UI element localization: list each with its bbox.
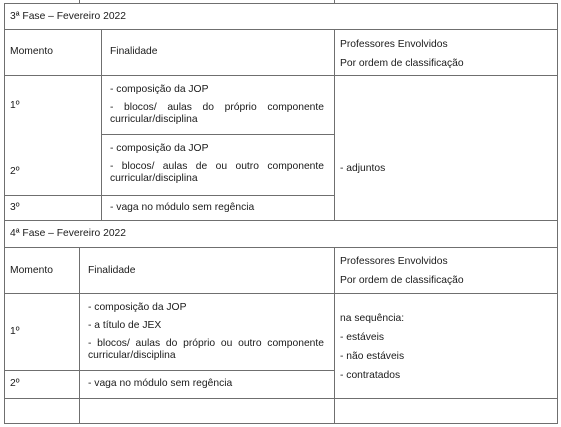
phase3-item: - vaga no módulo sem regência (110, 202, 255, 213)
phase3-header-teachers: Professores Envolvidos (340, 39, 448, 50)
phase4-header-purpose: Finalidade (88, 265, 136, 276)
phase3-moment-2: 2º (10, 166, 20, 177)
phase4-item-line: - blocos/ aulas do próprio ou outro componente (88, 338, 324, 349)
phase4-moment-1: 1º (10, 326, 20, 337)
phase3-title: 3ª Fase – Fevereiro 2022 (10, 11, 126, 22)
table-border-top (4, 3, 558, 4)
phase4-header-teachers-order: Por ordem de classificação (340, 275, 464, 286)
rule (101, 29, 102, 221)
phase3-item-line: - blocos/ aulas de ou outro componente (110, 161, 324, 172)
phase4-teacher: na sequência: (340, 313, 405, 324)
phase4-item: - a título de JEX (88, 320, 162, 331)
rule (334, 0, 335, 3)
phase3-header-purpose: Finalidade (110, 46, 158, 57)
table-border-left (4, 3, 5, 424)
phase4-teacher: - estáveis (340, 332, 385, 343)
rule (101, 134, 334, 135)
rule (334, 247, 335, 424)
rule (79, 247, 80, 424)
phase3-item (110, 102, 324, 126)
rule (4, 247, 558, 248)
phase3-header-teachers-order: Por ordem de classificação (340, 58, 464, 69)
phase4-teacher: - contratados (340, 370, 401, 381)
phase3-teacher: - adjuntos (340, 163, 386, 174)
phase3-moment-3: 3º (10, 202, 20, 213)
phase4-item-line: curricular/disciplina (88, 350, 176, 361)
phase3-moment-1: 1º (10, 100, 20, 111)
phase4-item: - composição da JOP (88, 302, 187, 313)
rule (4, 29, 558, 30)
phase3-item-line: curricular/disciplina (110, 173, 198, 184)
phase4-item (88, 338, 324, 362)
phase3-item: - composição da JOP (110, 143, 209, 154)
rule (4, 398, 558, 399)
phase4-header-moment: Momento (10, 265, 53, 276)
rule (79, 0, 80, 3)
phase4-teacher: - não estáveis (340, 351, 405, 362)
phase4-title: 4ª Fase – Fevereiro 2022 (10, 228, 126, 239)
table-border-bottom (4, 423, 558, 424)
phase4-item: - vaga no módulo sem regência (88, 378, 233, 389)
phase3-item (110, 161, 324, 185)
rule (334, 29, 335, 221)
table-border-right (557, 3, 558, 424)
rule (4, 293, 558, 294)
rule (4, 220, 558, 221)
phase3-item-line: - blocos/ aulas do próprio componente (110, 102, 324, 113)
rule (4, 195, 334, 196)
phase3-header-moment: Momento (10, 46, 53, 57)
phase4-moment-2: 2º (10, 378, 20, 389)
phase4-header-teachers: Professores Envolvidos (340, 256, 448, 267)
rule (4, 370, 334, 371)
phase3-item-line: curricular/disciplina (110, 114, 198, 125)
rule (4, 75, 558, 76)
phase3-item: - composição da JOP (110, 84, 209, 95)
